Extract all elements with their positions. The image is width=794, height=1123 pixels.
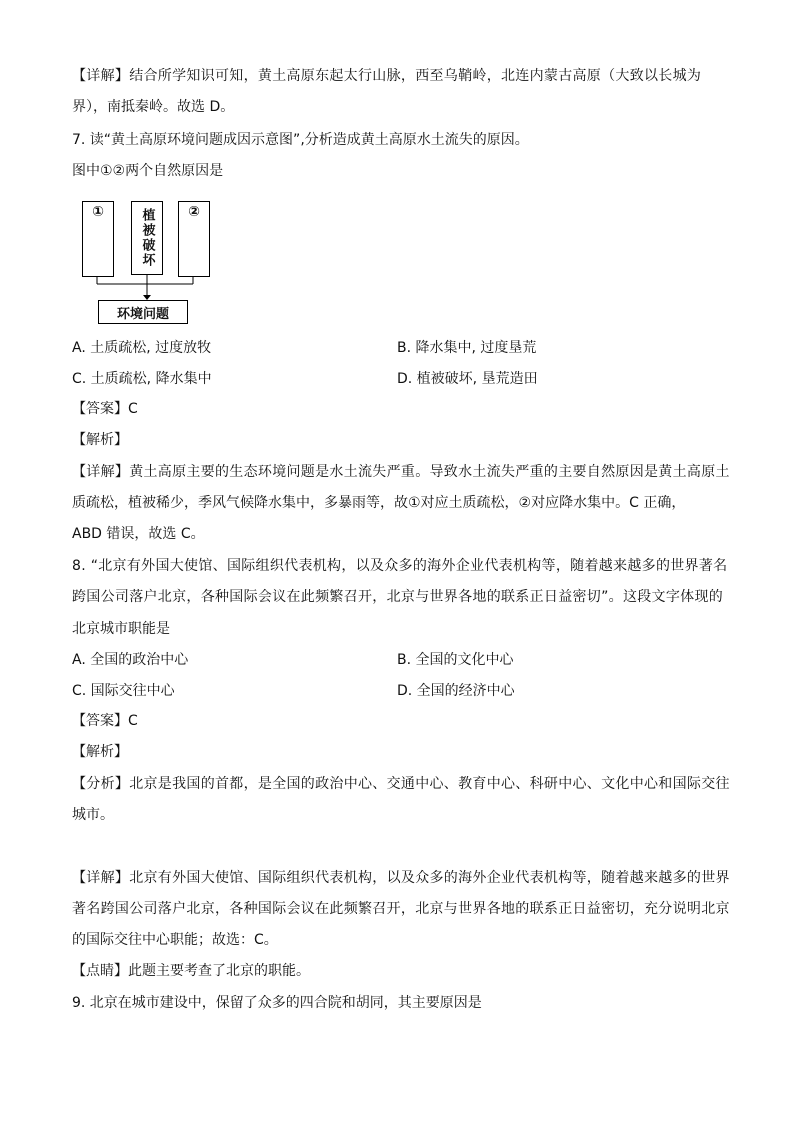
diagram-box-cause-2: ② [178,201,210,277]
analysis-text-line: 【分析】北京是我国的首都，是全国的政治中心、交通中心、教育中心、科研中心、文化中心和国际交往 [72,776,730,792]
detail-text-line: 【详解】结合所学知识可知，黄土高原东起太行山脉，西至乌鞘岭，北连内蒙古高原（大致以长城为 [72,68,702,84]
detail-text-line: 著名跨国公司落户北京，各种国际会议在此频繁召开，北京与世界各地的联系正日益密切，充分说明北京 [72,901,730,917]
detail-text-line: ABD 错误，故选 C。 [72,526,205,542]
diagram-box-vegetation: 植被破坏 [131,201,163,275]
option-d: D. 植被破坏, 垦荒造田 [397,371,538,387]
answer-label: 【答案】C [72,401,138,417]
question-8-line: 北京城市职能是 [72,621,170,637]
option-c: C. 土质疏松, 降水集中 [72,371,212,387]
option-d: D. 全国的经济中心 [397,683,515,699]
question-9: 9. 北京在城市建设中，保留了众多的四合院和胡同，其主要原因是 [72,995,482,1011]
option-b: B. 全国的文化中心 [397,652,514,668]
diagram-box-cause-1: ① [82,201,114,277]
question-7: 7. 读“黄土高原环境问题成因示意图”,分析造成黄土高原水土流失的原因。 [72,132,529,148]
detail-text-line: 质疏松，植被稀少，季风气候降水集中，多暴雨等，故①对应土质疏松，②对应降水集中。C 正确， [72,495,686,511]
question-7-subprompt: 图中①②两个自然原因是 [72,163,224,179]
question-8: 8. “北京有外国大使馆、国际组织代表机构，以及众多的海外企业代表机构等，随着越来越多的世界著名 [72,558,728,574]
option-a: A. 土质疏松, 过度放牧 [72,340,212,356]
diagram-box-environment: 环境问题 [98,300,188,324]
detail-text-line: 【详解】黄土高原主要的生态环境问题是水土流失严重。导致水土流失严重的主要自然原因是黄土高原土 [72,464,730,480]
option-a: A. 全国的政治中心 [72,652,189,668]
commentary-line: 【点睛】此题主要考查了北京的职能。 [72,963,310,979]
option-c: C. 国际交往中心 [72,683,175,699]
answer-label: 【答案】C [72,713,138,729]
option-b: B. 降水集中, 过度垦荒 [397,340,537,356]
analysis-label: 【解析】 [72,432,128,448]
detail-text-line: 的国际交往中心职能；故选：C。 [72,932,278,948]
detail-text-line: 【详解】北京有外国大使馆、国际组织代表机构，以及众多的海外企业代表机构等，随着越来越多的世界 [72,870,730,886]
cause-diagram [82,197,222,327]
analysis-label: 【解析】 [72,744,128,760]
detail-text-line: 界），南抵秦岭。故选 D。 [72,99,235,115]
question-8-line: 跨国公司落户北京，各种国际会议在此频繁召开，北京与世界各地的联系正日益密切”。这段文字体现的 [72,589,724,605]
analysis-text-line: 城市。 [72,807,114,823]
